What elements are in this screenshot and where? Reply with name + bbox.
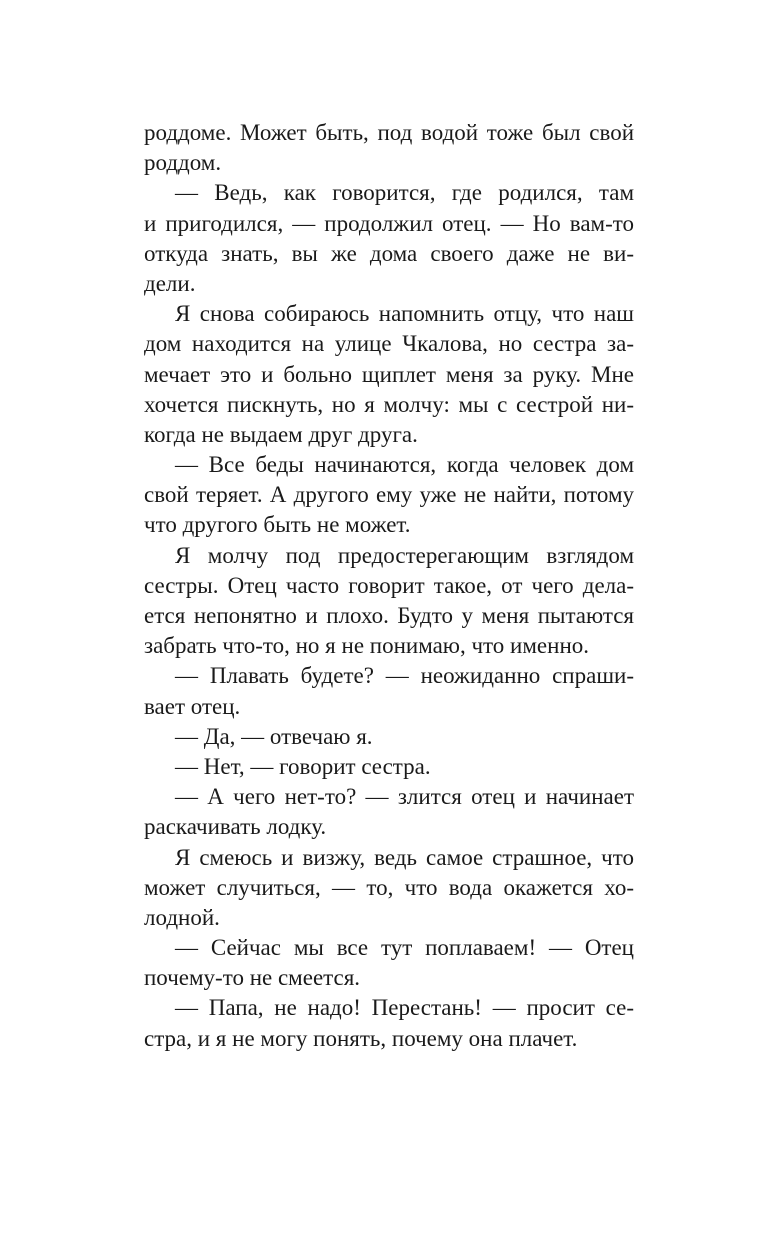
- paragraph: [144, 541, 634, 662]
- text-line: Я молчу под предостерегающим взглядом: [175, 542, 634, 568]
- page-text: [144, 118, 634, 1054]
- text-line: может случиться, — то, что вода окажется хо-: [144, 874, 634, 900]
- paragraph: [144, 118, 634, 178]
- text-line: — А чего нет-то? — злится отец и начинает: [175, 784, 634, 810]
- text-line: почему-то не смеется.: [144, 965, 361, 991]
- text-line: лодной.: [144, 904, 220, 930]
- text-line: мечает это и больно щиплет меня за руку. Мне: [144, 361, 634, 387]
- text-line: — Да, — отвечаю я.: [175, 723, 373, 749]
- text-line: забрать что-то, но я не понимаю, что именно.: [144, 633, 589, 659]
- text-line: — Ведь, как говорится, где родился, там: [175, 180, 634, 206]
- text-line: — Папа, не надо! Перестань! — просит се-: [175, 995, 634, 1021]
- text-line: — Все беды начинаются, когда человек дом: [175, 452, 634, 478]
- text-line: дом находится на улице Чкалова, но сестра за-: [144, 331, 634, 357]
- text-line: роддом.: [144, 150, 222, 176]
- paragraph: [144, 722, 634, 752]
- text-line: Я снова собираюсь напомнить отцу, что наш: [175, 301, 634, 327]
- text-line: дели.: [144, 270, 196, 296]
- text-line: — Сейчас мы все тут поплаваем! — Отец: [175, 935, 634, 961]
- paragraph: [144, 299, 634, 450]
- text-line: роддоме. Может быть, под водой тоже был свой: [144, 120, 634, 145]
- paragraph: [144, 178, 634, 299]
- paragraph: [144, 450, 634, 541]
- text-line: ется непонятно и плохо. Будто у меня пытаются: [144, 603, 634, 628]
- text-line: стра, и я не могу понять, почему она плачет.: [144, 1025, 578, 1051]
- text-line: что другого быть не может.: [144, 512, 411, 538]
- paragraph: [144, 933, 634, 993]
- text-line: раскачивать лодку.: [144, 814, 327, 840]
- text-line: когда не выдаем друг друга.: [144, 421, 418, 447]
- paragraph: [144, 752, 634, 782]
- text-line: вает отец.: [144, 693, 241, 719]
- text-line: сестры. Отец часто говорит такое, от чего дела-: [144, 572, 634, 598]
- paragraph: [144, 993, 634, 1053]
- text-line: хочется пискнуть, но я молчу: мы с сестрой ни-: [144, 391, 634, 417]
- paragraph: [144, 782, 634, 842]
- text-line: свой теряет. А другого ему уже не найти, потому: [144, 482, 634, 508]
- text-line: — Плавать будете? — неожиданно спраши-: [175, 663, 634, 689]
- paragraph: [144, 843, 634, 934]
- text-line: откуда знать, вы же дома своего даже не ви-: [144, 240, 634, 266]
- text-line: Я смеюсь и визжу, ведь самое страшное, что: [175, 844, 634, 870]
- paragraph: [144, 661, 634, 721]
- text-line: и пригодился, — продолжил отец. — Но вам-то: [144, 210, 634, 236]
- text-line: — Нет, — говорит сестра.: [175, 753, 431, 779]
